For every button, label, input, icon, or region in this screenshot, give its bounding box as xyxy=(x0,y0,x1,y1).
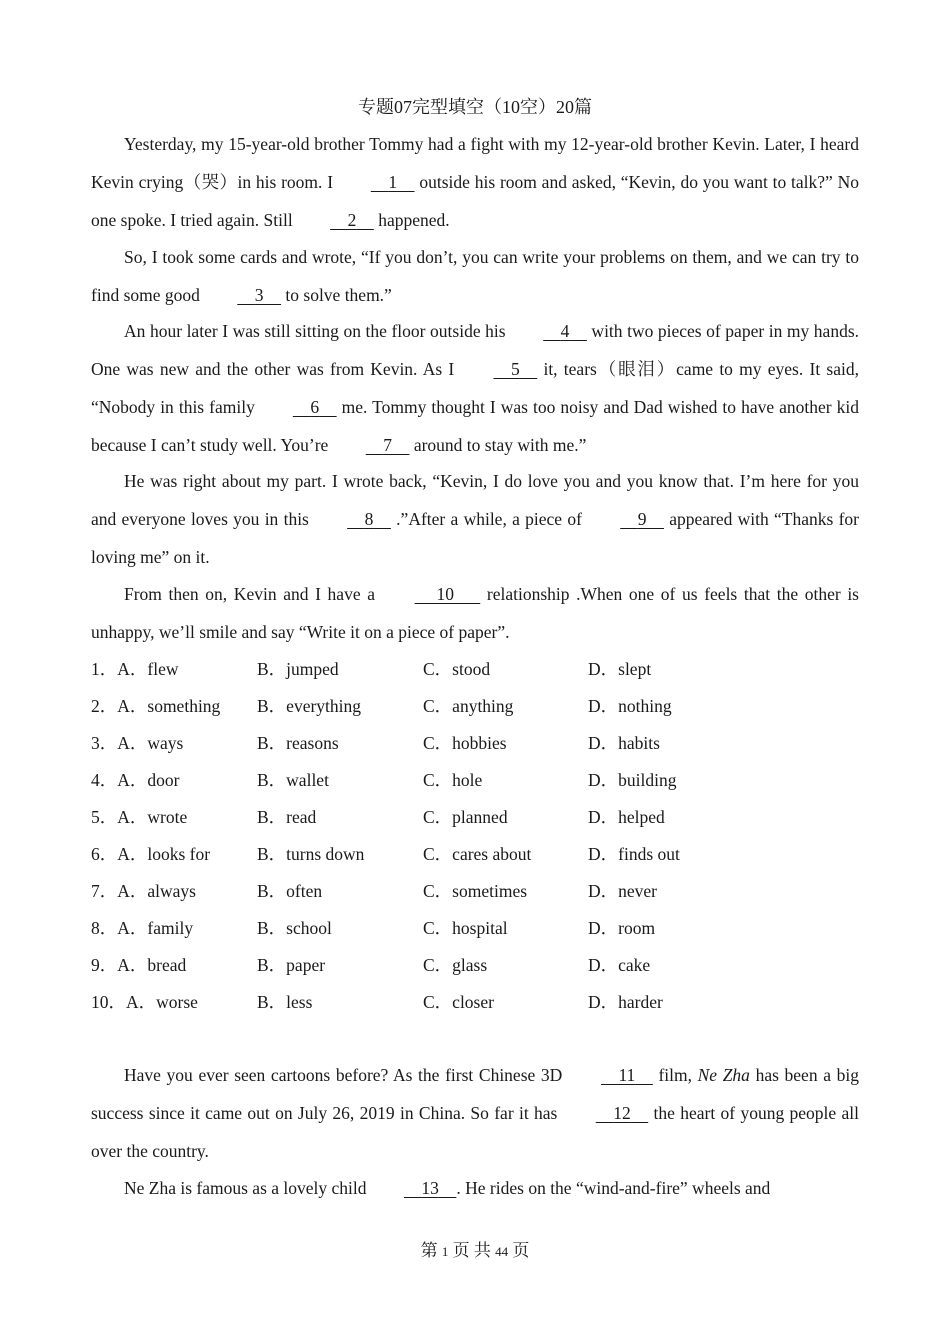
option-row: 10．A．worse B．less C．closer D．harder xyxy=(91,992,663,1012)
page-title: 专题07完型填空（10空）20篇 xyxy=(358,97,592,117)
option-row: 9．A．bread B．paper C．glass D．cake xyxy=(91,955,651,975)
passage1-paragraph5: From then on, Kevin and I have a 10 relationship .When one of us feels that the other is unhappy, we’ll smile and say “Write it on a piece of paper”. xyxy=(91,575,859,651)
blank-10: 10 xyxy=(436,584,454,604)
blank-7: 7 xyxy=(383,435,392,455)
page-number: 1 xyxy=(441,1244,449,1259)
option-row: 3．A．ways B．reasons C．hobbies D．habits xyxy=(91,733,660,753)
option-row: 6．A．looks for B．turns down C．cares about D．finds out xyxy=(91,844,680,864)
blank-13: 13 xyxy=(421,1178,439,1198)
blank-8: 8 xyxy=(364,509,374,529)
option-row: 1．A．flew B．jumped C．stood D．slept xyxy=(91,659,652,679)
blank-11: 11 xyxy=(618,1065,636,1085)
passage1-paragraph2: So, I took some cards and wrote, “If you don’t, you can write your problems on them, and we can try to find some good 3 to solve them.” xyxy=(91,238,859,314)
total-pages: 44 xyxy=(495,1244,509,1259)
option-row: 4．A．door B．wallet C．hole D．building xyxy=(91,770,677,790)
blank-5: 5 xyxy=(510,359,520,379)
option-row: 2．A．something B．everything C．anything D．nothing xyxy=(91,696,672,716)
blank-6: 6 xyxy=(310,397,320,417)
blank-3: 3 xyxy=(254,285,264,305)
passage1-paragraph4: He was right about my part. I wrote back, “Kevin, I do love you and you know that. I’m here for you and everyone loves you in this 8 .”After a while, a piece of 9 appeared with “Thanks for loving me” on it. xyxy=(91,471,860,567)
blank-12: 12 xyxy=(613,1103,631,1123)
blank-4: 4 xyxy=(560,321,570,341)
blank-1: 1 xyxy=(388,172,398,192)
film-title: Ne Zha xyxy=(697,1065,750,1085)
page-footer: 第 1 页 共 44 页 xyxy=(420,1241,530,1260)
option-row: 8．A．family B．school C．hospital D．room xyxy=(91,918,656,938)
passage1-paragraph3: An hour later I was still sitting on the floor outside his 4 with two pieces of paper in my hands. One was new and the other was from Kevin. As I 5 it, tears（眼泪）came to my eyes. It said, “Nobody in this family 6 me. Tommy thought I was too noisy and Dad wished to have another kid because I can’t study well. You’re 7 around to stay with me.” xyxy=(91,312,859,464)
passage2-paragraph2: Ne Zha is famous as a lovely child 13 . He rides on the “wind-and-fire” wheels and xyxy=(91,1169,859,1207)
blank-9: 9 xyxy=(637,509,647,529)
option-row: 7．A．always B．often C．sometimes D．never xyxy=(91,881,658,901)
passage1-paragraph1: Yesterday, my 15-year-old brother Tommy had a fight with my 12-year-old brother Kevin. Later, I heard Kevin crying（哭）in his room. I 1 outside his room and asked, “Kevin, do you want to talk?” No one spoke. I tried again. Still 2 happened. xyxy=(91,125,859,239)
passage2-paragraph1: Have you ever seen cartoons before? As the first Chinese 3D 11 film, Ne Zha has been a big success since it came out on July 26, 2019 in China. So far it has 12 the heart of young people all over the country. xyxy=(91,1056,859,1170)
option-row: 5．A．wrote B．read C．planned D．helped xyxy=(91,807,665,827)
blank-2: 2 xyxy=(347,210,357,230)
